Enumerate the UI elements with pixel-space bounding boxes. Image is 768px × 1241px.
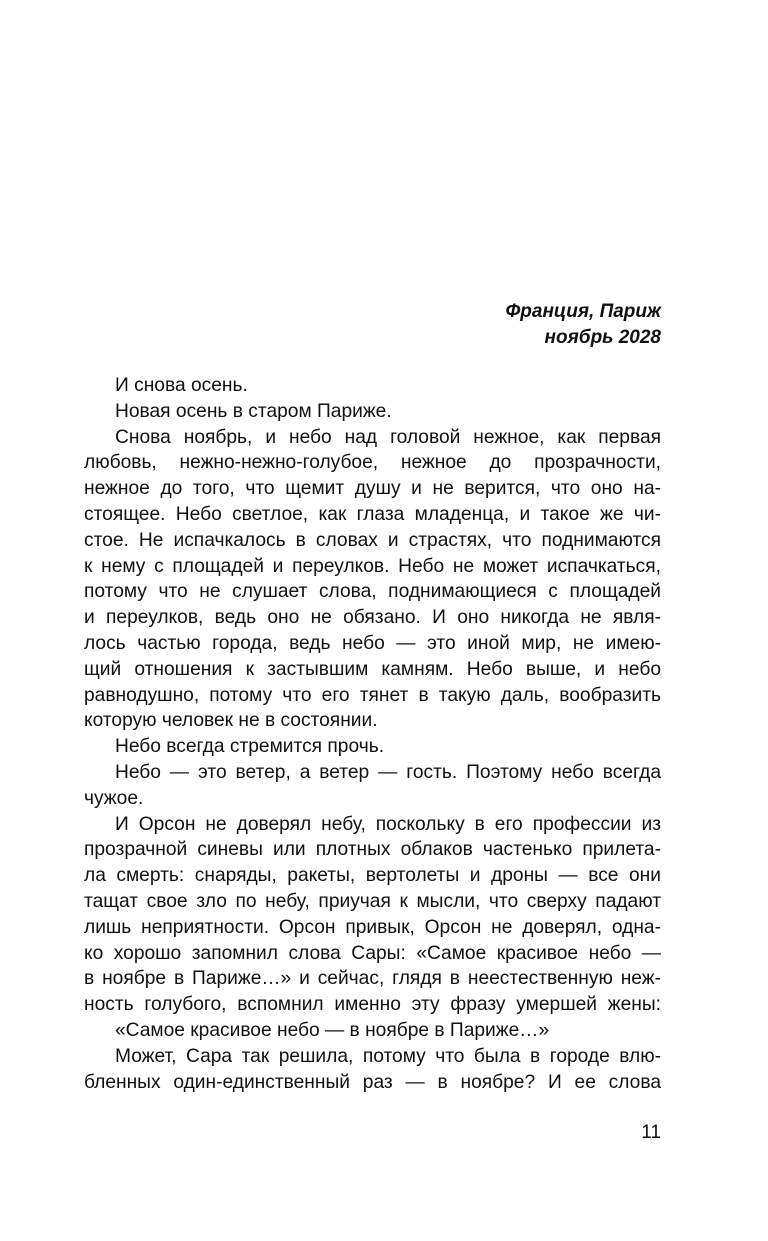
text-line: тащат свое зло по небу, приучая к мысли, что сверху падают bbox=[84, 890, 661, 912]
text-line: щий отношения к застывшим камням. Небо выше, и небо bbox=[84, 658, 661, 680]
body-text bbox=[84, 373, 661, 1095]
text-line: чужое. bbox=[84, 787, 144, 809]
text-line: стоящее. Небо светлое, как глаза младенца, и такое же чи- bbox=[84, 503, 661, 525]
text-line: Снова ноябрь, и небо над головой нежное, как первая bbox=[115, 426, 661, 448]
text-line: любовь, нежно-нежно-голубое, нежное до прозрачности, bbox=[84, 452, 661, 474]
text-line: ла смерть: снаряды, ракеты, вертолеты и дроны — все они bbox=[84, 865, 661, 887]
chapter-heading bbox=[505, 299, 661, 351]
text-line: лишь неприятности. Орсон привык, Орсон не доверял, одна- bbox=[84, 916, 661, 938]
text-line: и переулков, ведь оно не обязано. И оно никогда не явля- bbox=[84, 607, 661, 629]
text-line: потому что не слушает слова, поднимающиеся с площадей bbox=[84, 581, 661, 603]
page-number: 11 bbox=[641, 1122, 661, 1143]
text-line: Может, Сара так решила, потому что была в городе влю- bbox=[115, 1045, 661, 1067]
text-line: нежное до того, что щемит душу и не верится, что оно на- bbox=[84, 478, 661, 500]
heading-date: ноябрь 2028 bbox=[544, 327, 661, 348]
text-line: в ноябре в Париже…» и сейчас, глядя в неестественную неж- bbox=[84, 968, 661, 990]
text-line: И Орсон не доверял небу, поскольку в его профессии из bbox=[115, 813, 661, 835]
text-line: ко хорошо запомнил слова Сары: «Самое красивое небо — bbox=[84, 942, 661, 964]
text-line: прозрачной синевы или плотных облаков частенько прилета- bbox=[84, 839, 661, 861]
text-line: Новая осень в старом Париже. bbox=[115, 400, 392, 422]
text-line: равнодушно, потому что его тянет в такую даль, вообразить bbox=[84, 684, 661, 706]
text-line: бленных один-единственный раз — в ноябре? И ее слова bbox=[84, 1071, 661, 1093]
heading-location: Франция, Париж bbox=[505, 301, 661, 322]
text-line: И снова осень. bbox=[115, 375, 248, 396]
text-line: ность голубого, вспомнил именно эту фразу умершей жены: bbox=[84, 994, 661, 1016]
text-line: стое. Не испачкалось в словах и страстях, что поднимаются bbox=[84, 529, 661, 551]
text-line: Небо — это ветер, а ветер — гость. Поэтому небо всегда bbox=[115, 761, 661, 783]
text-line: «Самое красивое небо — в ноябре в Париже…» bbox=[115, 1019, 550, 1041]
text-line: к нему с площадей и переулков. Небо не может испачкаться, bbox=[84, 555, 661, 577]
text-line: Небо всегда стремится прочь. bbox=[115, 736, 385, 758]
text-line: лось частью города, ведь небо — это иной мир, не имею- bbox=[84, 632, 661, 654]
text-line: которую человек не в состоянии. bbox=[84, 710, 378, 732]
